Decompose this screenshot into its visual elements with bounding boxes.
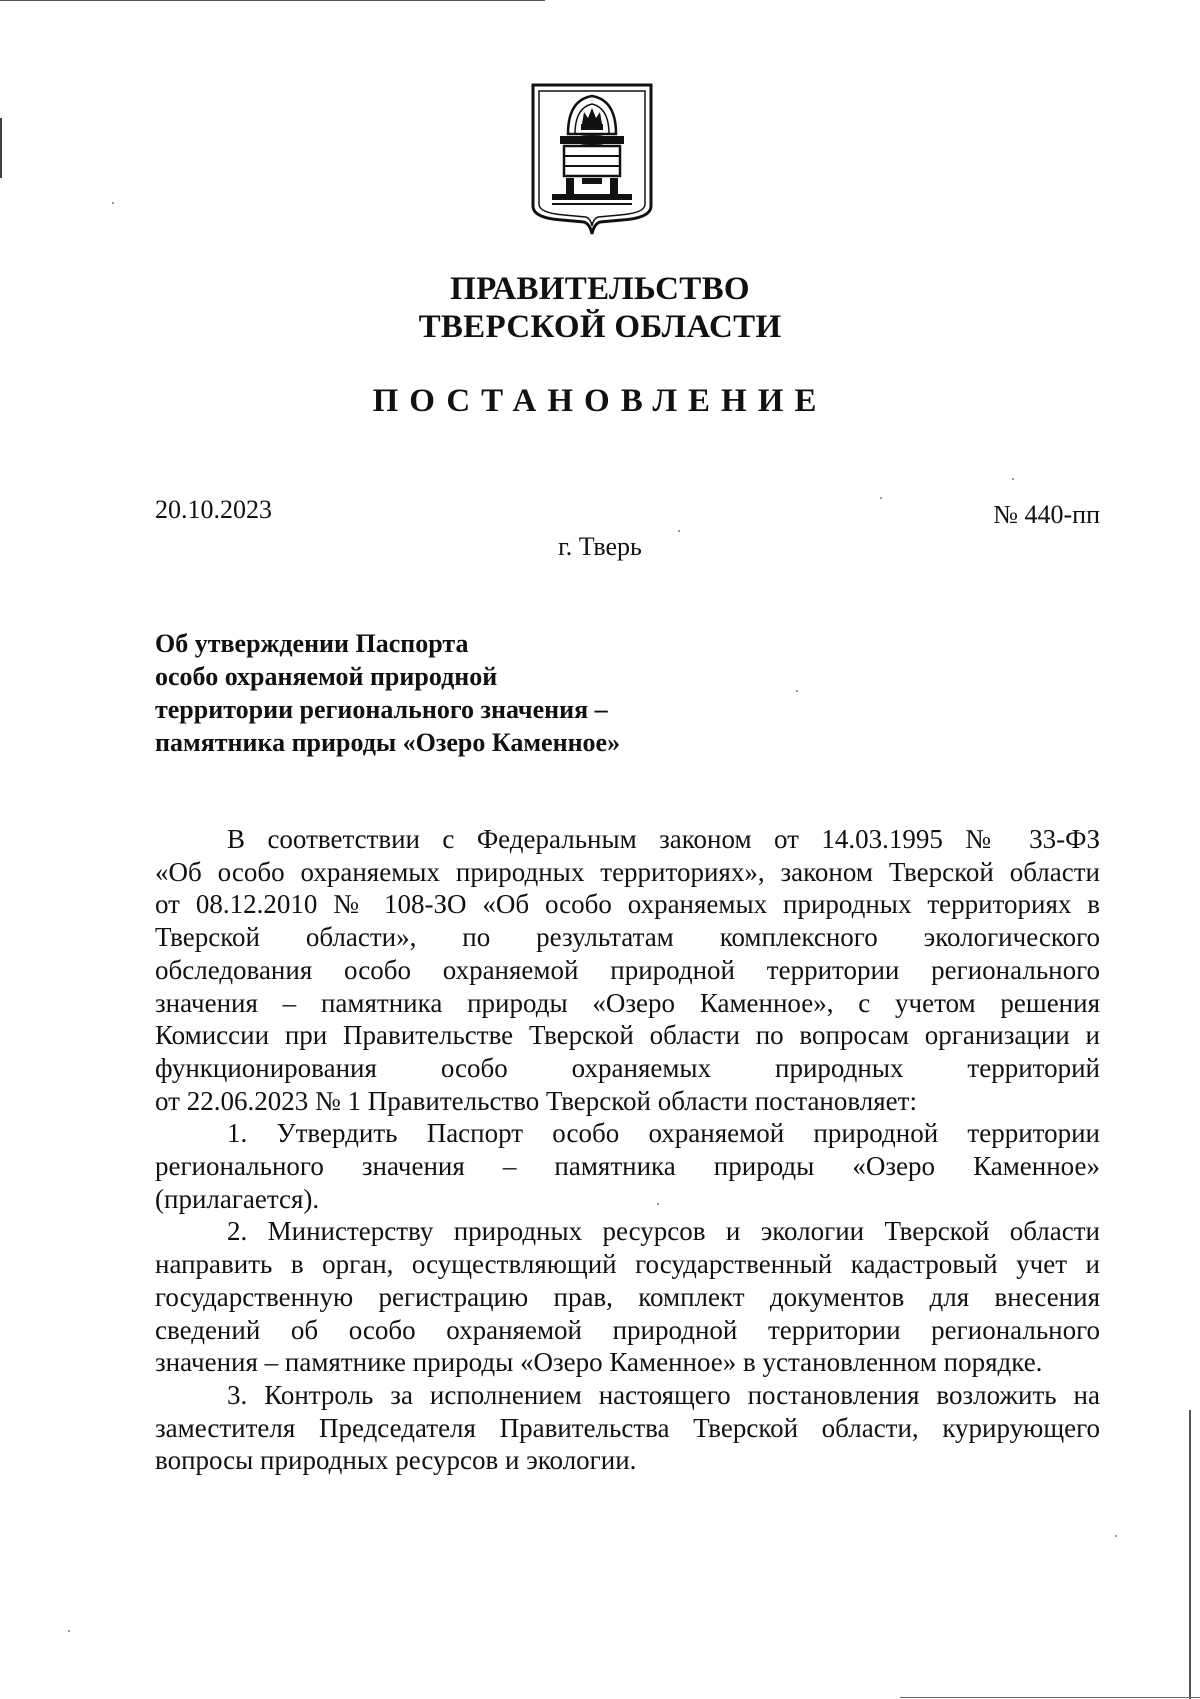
body-line: от 08.12.2010 № 108-ЗО «Об особо охраняемых природных территориях в [155, 889, 1100, 920]
scan-edge-line [0, 0, 545, 1]
organization-name-line-2: ТВЕРСКОЙ ОБЛАСТИ [418, 309, 782, 345]
body-line: (прилагается). [155, 1183, 320, 1214]
body-line: сведений об особо охраняемой природной территории регионального [155, 1314, 1100, 1345]
document-city: г. Тверь [558, 532, 642, 561]
body-line: обследования особо охраняемой природной территории регионального [155, 954, 1100, 985]
body-line: государственную регистрацию прав, комплект документов для внесения [155, 1281, 1100, 1312]
scan-speck [880, 497, 882, 499]
body-line: «Об особо охраняемых природных территориях», законом Тверской области [155, 856, 1100, 887]
tver-coat-of-arms-emblem [530, 82, 654, 236]
body-line: значения – памятника природы «Озеро Каменное», с учетом решения [155, 987, 1100, 1018]
scan-speck [796, 690, 798, 692]
scan-speck [68, 1630, 70, 1632]
scan-speck [112, 202, 114, 204]
body-line: значения – памятнике природы «Озеро Каменное» в установленном порядке. [155, 1347, 1043, 1378]
scan-edge-mark [0, 118, 2, 178]
body-line: 2. Министерству природных ресурсов и экологии Тверской области [227, 1216, 1100, 1247]
document-number: № 440-пп [993, 500, 1100, 529]
body-line: Тверской области», по результатам комплексного экологического [155, 922, 1100, 953]
scan-edge-line [900, 1697, 1200, 1698]
body-line: 1. Утвердить Паспорт особо охраняемой природной территории [227, 1118, 1100, 1149]
body-line: от 22.06.2023 № 1 Правительство Тверской области постановляет: [155, 1085, 917, 1116]
organization-name [0, 270, 1200, 346]
body-line: вопросы природных ресурсов и экологии. [155, 1445, 637, 1476]
body-line: В соответствии с Федеральным законом от 14.03.1995 № 33-ФЗ [227, 824, 1100, 854]
subject-line: Об утверждении Паспорта [155, 629, 469, 658]
body-line: направить в орган, осуществляющий государственный кадастровый учет и [155, 1249, 1100, 1280]
subject-line: особо охраняемой природной [155, 662, 498, 691]
body-line: 3. Контроль за исполнением настоящего постановления возложить на [227, 1379, 1100, 1410]
body-line: Комиссии при Правительстве Тверской области по вопросам организации и [155, 1020, 1100, 1051]
document-date: 20.10.2023 [155, 495, 272, 524]
scan-speck [1012, 478, 1014, 480]
subject-line: памятника природы «Озеро Каменное» [155, 728, 621, 757]
organization-name-line-1: ПРАВИТЕЛЬСТВО [450, 271, 750, 307]
document-body [155, 823, 1100, 1477]
body-line: регионального значения – памятника природы «Озеро Каменное» [155, 1151, 1100, 1182]
scan-speck [1115, 1535, 1117, 1537]
subject-line: территории регионального значения – [155, 695, 608, 724]
scan-edge-line [1189, 1410, 1191, 1699]
document-type-title: ПОСТАНОВЛЕНИЕ [372, 383, 828, 419]
document-subject [155, 627, 620, 759]
body-line: заместителя Председателя Правительства Тверской области, курирующего [155, 1412, 1100, 1443]
body-line: функционирования особо охраняемых природных территорий [155, 1052, 1100, 1083]
